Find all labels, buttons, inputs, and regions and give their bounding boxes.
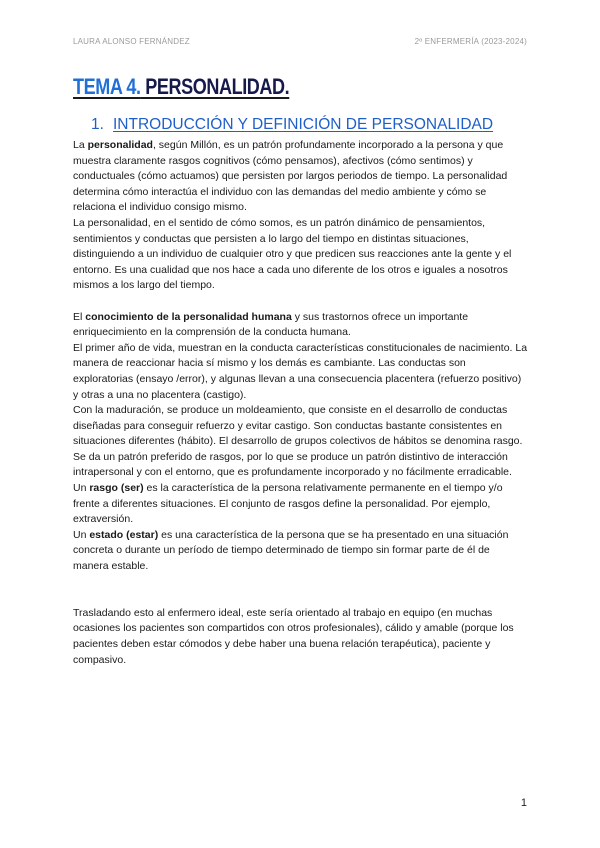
text-run: El	[73, 310, 86, 323]
text-run: Un	[73, 528, 90, 541]
title-text: PERSONALIDAD.	[140, 74, 290, 99]
paragraph-p2	[73, 216, 528, 294]
paragraph-p6	[73, 481, 528, 528]
section-title: INTRODUCCIÓN Y DEFINICIÓN DE PERSONALIDAD	[113, 116, 494, 133]
document-body	[73, 138, 528, 668]
section-heading	[91, 116, 493, 134]
bold-term: estado (estar)	[89, 528, 159, 541]
paragraph-p5	[73, 403, 528, 481]
page-title	[73, 74, 289, 100]
paragraph-gap	[73, 590, 528, 606]
text-run: , según Millón, es un patrón profundamente incorporado a la persona y que muestra claramente rasgos cognitivos (cómo pensamos), afectivos (cómo sentimos) y conductuales (cómo actuamos) que persisten por largos periodos de tiempo. La personalidad determina cómo interactúa el individuo con las demandas del medio ambiente y cómo se relaciona el individuo consigo mismo.	[73, 139, 508, 214]
text-run: El primer año de vida, muestran en la conducta características constitucionales de nacimiento. La manera de reaccionar hacia sí mismo y los demás es cambiante. Las conductas son exploratorias (ensayo /error), y algunas llevan a una consecuencia placentera (refuerzo positivo) y otras a una no placentera (castigo).	[73, 341, 528, 401]
page-number: 1	[520, 797, 527, 809]
text-run: Con la maduración, se produce un moldeamiento, que consiste en el desarrollo de conductas diseñadas para conseguir refuerzo y evitar castigo. Son conductas bastante consistentes en situaciones diferentes (hábito). El desarrollo de grupos colectivos de hábitos se denomina rasgo. Se da un patrón preferido de rasgos, por lo que se produce un patrón distintivo de interacción intrapersonal y con el entorno, que es profundamente incorporado y no fácilmente erradicable.	[73, 404, 523, 479]
paragraph-p8	[73, 606, 528, 668]
paragraph-gap	[73, 575, 528, 591]
text-run: Un	[73, 482, 90, 495]
text-run: es una característica de la persona que se ha presentado en una situación concreta o durante un período de tiempo determinado de tiempo sin formar parte de él de manera estable.	[73, 528, 509, 573]
paragraph-p4	[73, 341, 528, 403]
header-course: 2º ENFERMERÍA (2023-2024)	[414, 37, 527, 46]
bold-term: personalidad	[87, 139, 153, 151]
text-run: es la característica de la persona relativamente permanente en el tiempo y/o frente a diferentes situaciones. El conjunto de rasgos define la personalidad. Por ejemplo, extraversión.	[73, 482, 503, 526]
bold-term: rasgo (ser)	[89, 482, 144, 495]
paragraph-p3	[73, 310, 528, 341]
title-number: TEMA 4.	[73, 74, 141, 99]
paragraph-p1	[73, 138, 528, 216]
paragraph-p7	[73, 528, 528, 575]
paragraph-gap	[73, 294, 528, 310]
bold-term: conocimiento de la personalidad humana	[85, 310, 292, 323]
text-run: Trasladando esto al enfermero ideal, este sería orientado al trabajo en equipo (en muchas ocasiones los pacientes son compartidos con otros profesionales), cálido y amable (porque los pacientes deben estar cómodos y debe haber una buena relación terapéutica), paciente y compasivo.	[73, 606, 514, 666]
text-run: y sus trastornos ofrece un importante enriquecimiento en la comprensión de la conducta humana.	[73, 310, 469, 339]
header-author: LAURA ALONSO FERNÁNDEZ	[73, 37, 190, 46]
section-number: 1.	[91, 116, 104, 133]
text-run: La	[73, 139, 88, 151]
text-run: La personalidad, en el sentido de cómo somos, es un patrón dinámico de pensamientos, sentimientos y conductas que persisten a lo largo del tiempo en distintas situaciones, distinguiendo a un individuo de cualquier otro y que predicen sus reacciones ante la gente y el entorno. Es una cualidad que nos hace a cada uno diferente de los otros e iguales a nosotros mismos a los largo del tiempo.	[73, 216, 512, 292]
